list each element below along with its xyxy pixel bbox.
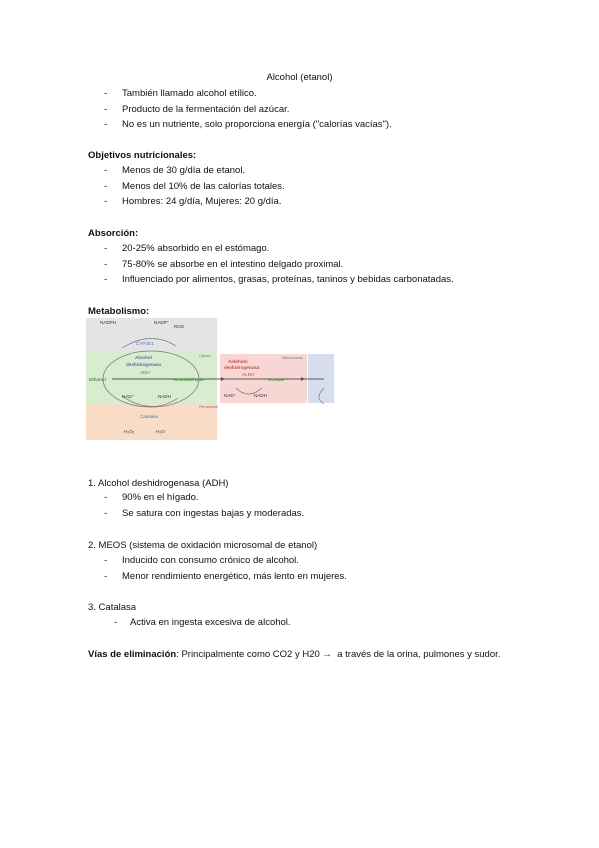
catalase-label: Catalase (140, 414, 159, 419)
nadp-label: NADP⁺ (154, 320, 170, 325)
nadh-label: NADH (158, 394, 172, 399)
vias-label: Vías de eliminación (88, 649, 177, 660)
peroxisome-region (86, 404, 217, 440)
ethanol-label: Ethanol (89, 377, 106, 382)
objetivos-heading: Objetivos nutricionales: (88, 150, 197, 161)
aldh-name-1: Aldehído (228, 359, 248, 364)
ros-label: ROS (174, 324, 184, 329)
h2o-label: H₂O (156, 429, 165, 434)
nadh2-label: NADH (254, 393, 268, 398)
aldh-label: ALDH (242, 372, 255, 377)
cyp-label: CYP2E1 (136, 341, 154, 346)
metabolism-diagram (86, 318, 334, 440)
meos-heading: 2. MEOS (sistema de oxidación microsomal de etanol) (88, 540, 318, 551)
absorcion-heading: Absorción: (88, 228, 139, 239)
peroxisome-label: Peroxisome (199, 405, 218, 409)
h2o2-label: H₂O₂ (124, 429, 135, 434)
adh-name-2: deshidrogenasa (126, 362, 162, 367)
nadph-label: NADPH (100, 320, 117, 325)
adh-heading: 1. Alcohol deshidrogenasa (ADH) (88, 478, 229, 489)
metabolismo-heading: Metabolismo: (88, 306, 150, 317)
mito-label: Mitochondria (282, 356, 303, 360)
arrow-icon: → (322, 649, 332, 660)
page-title: Alcohol (etanol) (266, 72, 333, 83)
aldh-name-2: deshidrogenasa (224, 365, 260, 370)
vias-paragraph (88, 647, 508, 663)
adh-name-1: Alcohol (135, 355, 152, 360)
vias-text-2: a través de la orina, pulmones y sudor. (337, 649, 501, 660)
catalasa-heading: 3. Catalasa (88, 602, 137, 613)
acetaldehyde-label: Acetaldehyde (174, 377, 204, 382)
cytosol-label: Cytosol (199, 354, 211, 358)
acetate-label: Acetate (268, 377, 285, 382)
nad2-label: NAD⁺ (224, 393, 237, 398)
vias-text-1: : Principalmente como CO2 y H20 (176, 649, 320, 660)
adh-label: ADH (140, 370, 150, 375)
mito-cytosol-region (308, 354, 334, 403)
nad-label: NAD⁺ (122, 394, 135, 399)
document-page: Alcohol (etanol) - También llamado alcohol etílico. - Producto de la fermentación del azúcar. - No es un nutriente, solo proporciona energía ("calorías vacías"). Objetivos nutricionales: - Menos de 30 g/día de etanol. - Menos del 10% de las calorías totales. - Hombres: 24 g/día, Mujeres: 20 g/día. Absorción: - 20-25% absorbido en el estómago. - 75-80% se absorbe en el intestino delgado proximal. - Influenciado por alimentos, grasas, proteínas, taninos y bebidas carbonatadas. Metabolismo: NADPH NADP⁺ ROS CYP2E1 Cytosol Alcohol deshidrogenasa ADH Ethanol Acetaldehyde NAD⁺ NADH Peroxisome Catalase H₂O₂ H₂O Mitochondria Aldehído deshidrogenasa ALDH Acetate NAD⁺ NADH 1. Alcohol deshidrogenasa (ADH) - 90% en el hígado. - Se satura con ingestas bajas y moderadas. 2. MEOS (sistema de oxidación microsomal de etanol) - Inducido con consumo crónico de alcohol. - Menor rendimiento energético, más lento en mujeres. 3. Catalasa - Activa en ingesta excesiva de alcohol. Vías de eliminación: Principalmente como CO2 y H20 → a través de la orina, pulmones y sudor. (0, 0, 599, 848)
